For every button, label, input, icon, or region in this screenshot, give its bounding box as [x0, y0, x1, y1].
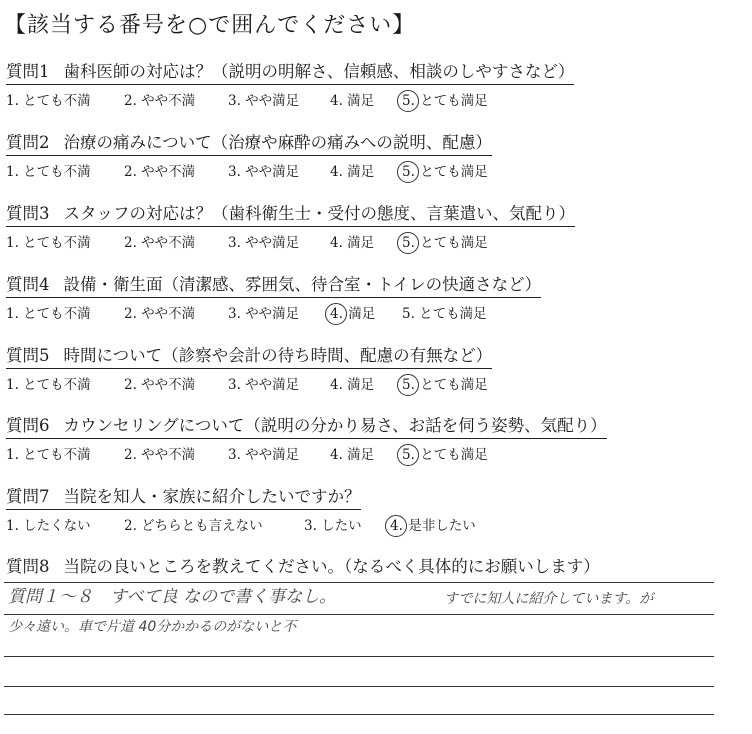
- options-row: [6, 514, 746, 536]
- option-3[interactable]: 3. やや満足: [228, 447, 300, 463]
- question-text: 当院を知人・家族に紹介したいですか？: [63, 487, 361, 506]
- question-title: [6, 483, 361, 508]
- option-5[interactable]: [402, 443, 488, 463]
- question-title: [6, 129, 492, 154]
- question-5: [6, 342, 746, 395]
- options-row: [6, 89, 746, 111]
- option-3[interactable]: 3. やや満足: [228, 93, 300, 109]
- selection-circle: 5.: [402, 447, 415, 463]
- option-5[interactable]: [402, 89, 488, 109]
- question-title: [6, 200, 575, 225]
- option-5-label: とても満足: [416, 447, 488, 463]
- selection-circle: 4.: [330, 306, 343, 322]
- option-1[interactable]: 1. とても不満: [6, 164, 91, 180]
- option-4[interactable]: 4. 満足: [330, 93, 375, 109]
- selection-circle: 5.: [402, 377, 415, 393]
- option-1[interactable]: 1. とても不満: [6, 447, 91, 463]
- handwritten-answer-line-2: すでに知人に紹介しています。が: [444, 591, 654, 607]
- question-number: 質問2: [6, 133, 50, 152]
- question-number: 質問3: [6, 204, 50, 223]
- question-title: [6, 553, 746, 577]
- option-5[interactable]: [402, 373, 488, 393]
- option-4[interactable]: 4. 満足: [330, 447, 375, 463]
- option-5[interactable]: [402, 231, 488, 251]
- option-2[interactable]: 2. やや不満: [124, 164, 196, 180]
- selection-circle: 4.: [390, 518, 403, 534]
- question-number: 質問6: [6, 416, 50, 435]
- option-3[interactable]: 3. やや満足: [228, 377, 300, 393]
- option-2[interactable]: 2. どちらとも言えない: [124, 518, 263, 534]
- option-3[interactable]: 3. やや満足: [228, 164, 300, 180]
- options-row: [6, 160, 746, 182]
- option-2[interactable]: 2. やや不満: [124, 235, 196, 251]
- option-5[interactable]: 5. とても満足: [402, 306, 487, 322]
- question-text: カウンセリングについて（説明の分かり易さ、お話を伺う姿勢、気配り）: [63, 416, 607, 435]
- handwritten-answer-line-3: 少々遠い。車で片道 40分かかるのがないと不: [8, 619, 297, 635]
- options-row: [6, 373, 746, 395]
- option-1[interactable]: 1. とても不満: [6, 306, 91, 322]
- option-3[interactable]: 3. やや満足: [228, 235, 300, 251]
- options-row: [6, 443, 746, 465]
- question-number: 質問8: [6, 557, 50, 576]
- option-5-label: とても満足: [416, 164, 488, 180]
- question-text: スタッフの対応は？（歯科衛生士・受付の態度、言葉遣い、気配り）: [63, 204, 575, 223]
- options-row: [6, 231, 746, 253]
- option-5-label: とても満足: [416, 377, 488, 393]
- question-text: 歯科医師の対応は？（説明の明解さ、信頼感、相談のしやすさなど）: [63, 62, 575, 81]
- question-number: 質問1: [6, 62, 50, 81]
- question-title: [6, 412, 607, 437]
- option-4[interactable]: [330, 302, 375, 322]
- answer-line: [4, 614, 714, 615]
- handwritten-answer-line-1: 質問１～８ すべて良 なので書く事なし。: [8, 587, 337, 607]
- question-3: [6, 200, 746, 253]
- option-4-label: 満足: [344, 306, 376, 322]
- option-1[interactable]: 1. とても不満: [6, 377, 91, 393]
- answer-line: [4, 686, 714, 687]
- selection-circle: 5.: [402, 93, 415, 109]
- question-title: [6, 342, 492, 367]
- option-2[interactable]: 2. やや不満: [124, 447, 196, 463]
- option-5-label: とても満足: [416, 235, 488, 251]
- question-number: 質問5: [6, 346, 50, 365]
- question-title: [6, 58, 574, 83]
- option-1[interactable]: 1. とても不満: [6, 93, 91, 109]
- question-8: [6, 553, 746, 577]
- question-number: 質問7: [6, 487, 50, 506]
- question-2: [6, 129, 746, 182]
- question-text: 治療の痛みについて（治療や麻酔の痛みへの説明、配慮）: [63, 133, 492, 152]
- question-1: [6, 58, 746, 111]
- question-number: 質問4: [6, 275, 50, 294]
- option-3[interactable]: 3. したい: [304, 518, 362, 534]
- question-text: 設備・衛生面（清潔感、雰囲気、待合室・トイレの快適さなど）: [63, 275, 542, 294]
- option-4[interactable]: 4. 満足: [330, 377, 375, 393]
- page-header: 【該当する番号を○で囲んでください】: [4, 13, 416, 38]
- option-2[interactable]: 2. やや不満: [124, 93, 196, 109]
- selection-circle: 5.: [402, 235, 415, 251]
- answer-line: [4, 656, 714, 657]
- option-2[interactable]: 2. やや不満: [124, 377, 196, 393]
- option-4[interactable]: 4. 満足: [330, 164, 375, 180]
- option-1[interactable]: 1. とても不満: [6, 235, 91, 251]
- answer-line: [4, 714, 714, 715]
- question-title: [6, 271, 541, 296]
- option-1[interactable]: 1. したくない: [6, 518, 91, 534]
- option-4[interactable]: 4. 満足: [330, 235, 375, 251]
- option-4-label: 是非したい: [404, 518, 476, 534]
- question-7: [6, 483, 746, 536]
- option-2[interactable]: 2. やや不満: [124, 306, 196, 322]
- option-3[interactable]: 3. やや満足: [228, 306, 300, 322]
- question-6: [6, 412, 746, 465]
- question-text: 時間について（診察や会計の待ち時間、配慮の有無など）: [63, 346, 493, 365]
- option-4[interactable]: [390, 514, 476, 534]
- question-4: [6, 271, 746, 324]
- option-5-label: とても満足: [416, 93, 488, 109]
- options-row: [6, 302, 746, 324]
- option-5[interactable]: [402, 160, 488, 180]
- question-text: 当院の良いところを教えてください。（なるべく具体的にお願いします）: [63, 557, 600, 576]
- selection-circle: 5.: [402, 164, 415, 180]
